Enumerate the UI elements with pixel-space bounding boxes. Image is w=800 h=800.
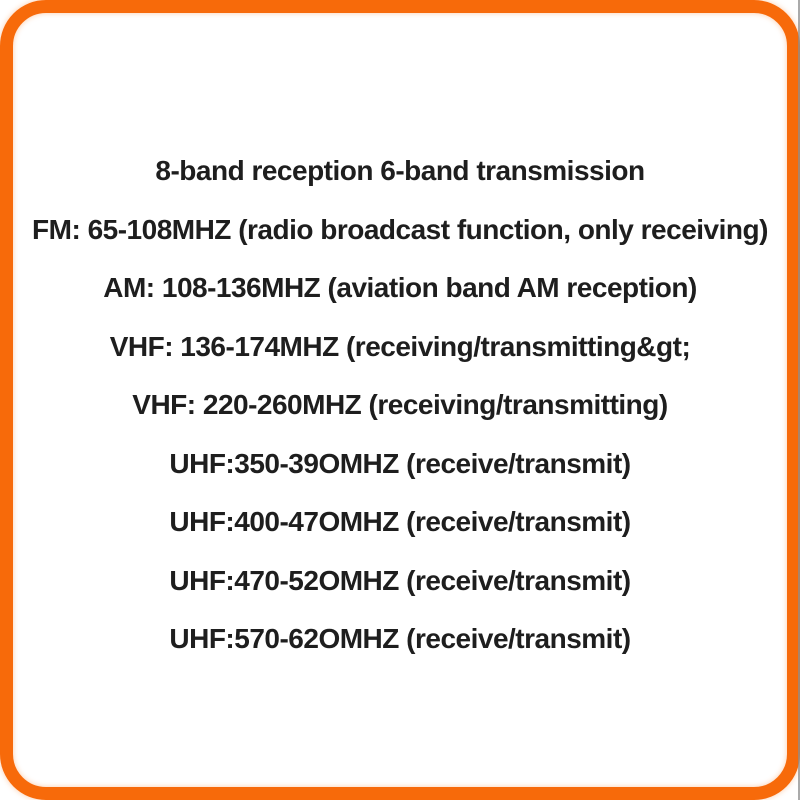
spec-line-vhf-220: VHF: 220-260MHZ (receiving/transmitting) [132, 389, 668, 421]
spec-line-uhf-400: UHF:400-47OMHZ (receive/transmit) [169, 506, 631, 538]
spec-line-fm: FM: 65-108MHZ (radio broadcast function, only receiving) [32, 213, 768, 245]
spec-title: 8-band reception 6-band transmission [155, 155, 645, 187]
spec-line-am: AM: 108-136MHZ (aviation band AM reception) [103, 272, 697, 304]
spec-line-uhf-570: UHF:570-62OMHZ (receive/transmit) [169, 623, 631, 655]
spec-line-uhf-470: UHF:470-52OMHZ (receive/transmit) [169, 564, 631, 596]
spec-line-vhf-136: VHF: 136-174MHZ (receiving/transmitting&gt; [109, 330, 691, 362]
spec-line-uhf-350: UHF:350-39OMHZ (receive/transmit) [169, 447, 631, 479]
spec-text-block [14, 142, 786, 669]
